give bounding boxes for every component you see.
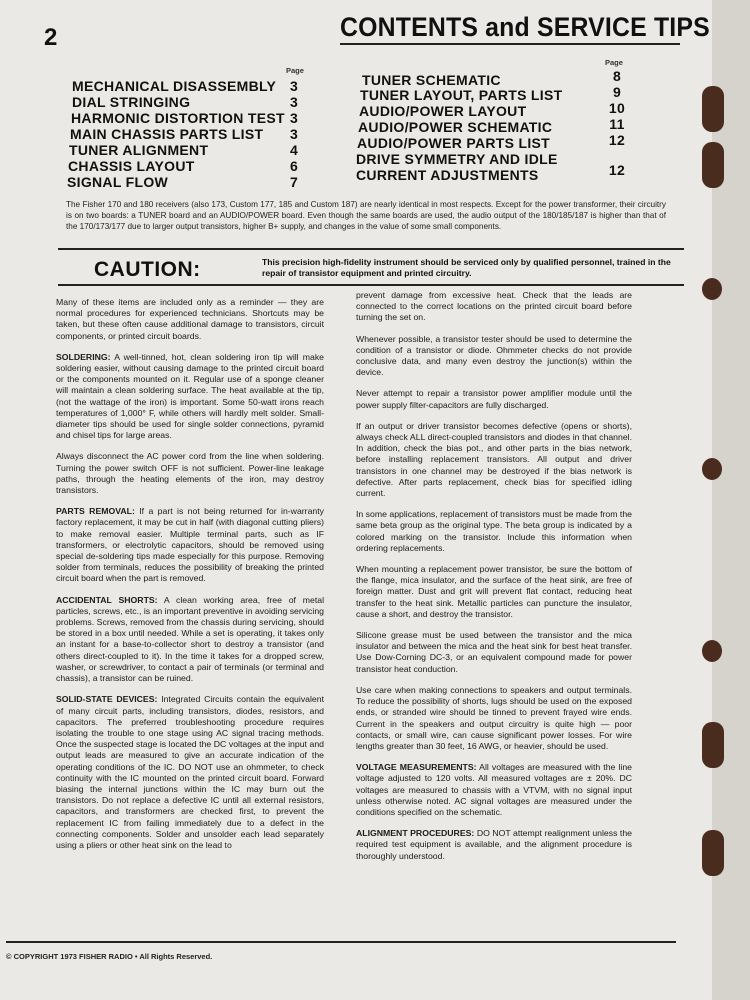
caution-text: This precision high-fidelity instrument should be serviced only by qualified personnel, trained in the repair of transistor equipment and printed circuitry. [262,257,671,278]
paragraph-text: Never attempt to repair a transistor power amplifier module until the power supply filter-capacitors are fully discharged. [356,388,632,410]
paragraph [56,595,324,685]
paragraph-text: DO NOT attempt realignment unless the required test equipment is available, and the alignment procedure is thoroughly understood. [356,828,632,861]
paragraph-heading: VOLTAGE MEASUREMENTS: [356,762,477,773]
paragraph [56,694,324,851]
paragraph [356,685,632,752]
paragraph [56,506,324,584]
toc-item-page: 7 [289,174,299,190]
paragraph-text: When mounting a replacement power transistor, be sure the bottom of the flange, mica insulator, and the surface of the heat sink, are free of foreign matter. Dust and grit will prevent flat contact, reducing heat transfer to the heat sink. Metallic particles can puncture the insulator, cause a short, and destroy the transistor. [356,564,632,619]
toc-item-page: 4 [289,142,299,158]
paragraph-text: If an output or driver transistor becomes defective (opens or shorts), always check ALL direct-coupled transistors and diodes in that channel. In addition, check the bias pot., and other parts in the bias network, before installing replacement transistors. All output and driver transistors in one channel may be destroyed if the bias network is defective. After parts replacement, check bias for specified idling current. [356,420,632,499]
toc-item-page: 11 [609,116,625,132]
right-column [356,290,632,872]
toc-page-header-right: Page [605,58,623,67]
toc-item-page: 12 [608,132,626,148]
paragraph-heading: ALIGNMENT PROCEDURES: [356,828,475,839]
toc-item: TUNER SCHEMATIC [362,72,501,88]
paragraph-text: Integrated Circuits contain the equivalent of many circuit parts, including transistors, diodes, resistors, and capacitors. The preferred troubleshooting procedure requires isolating the trouble to one stage using AC signal tracing methods. Once the suspected stage is located the DC voltages at the input and output leads are measured to give an accurate indication of the operating conditions of the IC. DO NOT use an ohmmeter, to check continuity with the IC mounted on the printed circuit board. Forward biasing the internal junctions within the IC may burn out the transistors. Do not replace a defective IC until all external resistors, capacitors, and transformers are checked first, to prevent the replacement IC from failing immediately due to a defect in the connecting components. Solder and unsolder each lead separately using a pliers or other heat sink on the lead to [56,694,324,850]
toc-item: TUNER LAYOUT, PARTS LIST [360,87,563,103]
paragraph [356,762,632,818]
toc-item-page: 10 [608,100,626,116]
toc-item-page: 3 [289,78,299,94]
paragraph [356,290,632,324]
intro-note: The Fisher 170 and 180 receivers (also 173, Custom 177, 185 and Custom 187) are nearly identical in most respects. Except for the power transformer, their circuitry is on two boards: a TUNER board and an AUDIO/POWER board. Even though the same boards are used, the audio output of the 180/185/187 is higher than that of the 170/173/177 due to larger output transistors, higher B+ supply, and changes in the value of some small components. [66,200,666,231]
paragraph-text: A clean working area, free of metal particles, screws, etc., is an important preventive in avoiding servicing problems. Screws, removed from the chassis during servicing, should be stored in a box until needed. While a set is operating, it takes only an instant for a base-to-collector short to destroy a transistor (and others direct-coupled to it). In the time it takes for a dropped screw, washer, or screwdriver, to contact a pair of terminals (or terminal and chassis), a transistor can be ruined. [56,594,324,684]
paragraph-text: If a part is not being returned for in-warranty factory replacement, it may be cut in half (with diagonal cutting pliers) to make removal easier. Multiple terminal parts, such as IF transformers, or electrolytic capacitors, should be removed using special de-soldering tips made especially for this purpose. Removing solder from terminals, reduces the possibility of breaking the printed circuit board when the part is removed. [56,506,324,584]
paragraph-text: Many of these items are included only as a reminder — they are normal procedures for experienced technicians. Shortcuts may be taken, but these often cause additional damage to transistors, circuit components, or printed circuit boards. [56,297,324,341]
caution-top-rule [58,248,684,250]
binder-hole [702,458,722,480]
toc-item: MAIN CHASSIS PARTS LIST [70,126,264,142]
toc-item: TUNER ALIGNMENT [69,142,209,158]
toc-item: AUDIO/POWER PARTS LIST [357,135,551,151]
paragraph [356,564,632,620]
toc-page-header-left: Page [286,66,304,75]
copyright: © COPYRIGHT 1973 FISHER RADIO • All Rights Reserved. [6,952,213,961]
toc-item-page: 3 [289,94,299,110]
toc-item: SIGNAL FLOW [67,174,169,190]
binder-hole [702,830,724,876]
toc-item-page: 8 [612,68,622,84]
toc-item: MECHANICAL DISASSEMBLY [72,78,277,94]
toc-item-page: 3 [289,110,299,126]
binder-hole [702,722,724,768]
paragraph [356,334,632,379]
paragraph-text: Always disconnect the AC power cord from the line when soldering. Turning the power switch OFF is not sufficient. Power-line leakage paths, through the heating elements of the iron, may destroy transistors. [56,451,324,496]
toc-item: AUDIO/POWER SCHEMATIC [358,119,553,135]
left-column [56,297,324,861]
paragraph [356,630,632,675]
paragraph-text: In some applications, replacement of transistors must be made from the same beta group as the original type. The beta group is indicated by a colored marking on the transistor. Include this information when ordering replacements. [356,509,632,553]
toc-item-page: 12 [608,162,626,178]
title-underline [340,43,680,45]
paragraph-heading: PARTS REMOVAL: [56,506,135,517]
toc-item-page: 3 [289,126,299,142]
caution-heading: CAUTION: [94,258,201,281]
paragraph-heading: SOLID-STATE DEVICES: [56,694,158,705]
paragraph [56,297,324,342]
paragraph [356,509,632,554]
paragraph-text: Use care when making connections to speakers and output terminals. To reduce the possibility of shorts, lugs should be used on the exposed ends, or stranded wire should be tinned to prevent frayed wire ends. Current in the speakers and output circuitry is quite high — poor contacts, or small wire, can cause significant power losses. For wire lengths greater than 30 feet, 16 AWG, or heavier, should be used. [356,684,632,751]
paragraph-text: Whenever possible, a transistor tester should be used to determine the condition of a transistor or diode. Ohmmeter checks do not provide conclusive data, and many even destroy the junction(s) within the device. [356,333,632,378]
toc-item: HARMONIC DISTORTION TEST [71,110,285,126]
paragraph [356,421,632,499]
toc-item: DRIVE SYMMETRY AND IDLE [356,151,558,167]
toc-item: CHASSIS LAYOUT [68,158,195,174]
binder-hole [702,278,722,300]
page-title: CONTENTS and SERVICE TIPS [340,12,710,42]
paragraph-text: Silicone grease must be used between the transistor and the mica insulator and between the mica and the heat sink for best heat transfer. Use Dow-Corning DC-3, or an equivalent compound made for power transistor heat conduction. [356,630,632,674]
toc-item: DIAL STRINGING [72,94,191,110]
toc-item-page: 9 [612,84,622,100]
paragraph-text: prevent damage from excessive heat. Check that the leads are connected to the correct locations on the printed circuit board before turning the set on. [356,290,632,323]
footer-rule [6,941,676,943]
binder-hole [702,86,724,132]
toc-item: CURRENT ADJUSTMENTS [356,167,539,183]
binder-hole [702,142,724,188]
caution-bottom-rule [58,284,684,286]
paragraph-text: A well-tinned, hot, clean soldering iron tip will make soldering easier, without causing damage to the printed circuit board or the components mounted on it. Regular use of a sponge cleaner will maintain a clean soldering surface. The heat available at the tip, (not the wattage of the iron) is important. Some 50-watt irons reach temperatures of 1,000° F, while others will hardly melt solder. Small-diameter tips should be used for single solder connections, pyramid and chisel tips for large areas. [56,351,324,441]
paragraph-heading: SOLDERING: [56,351,111,362]
paragraph-heading: ACCIDENTAL SHORTS: [56,594,158,605]
toc-item: AUDIO/POWER LAYOUT [359,103,527,119]
binder-hole [702,640,722,662]
paragraph [356,388,632,410]
toc-item-page: 6 [289,158,299,174]
paragraph [356,828,632,862]
paragraph [56,451,324,496]
paragraph-text: All voltages are measured with the line voltage adjusted to 120 volts. All measured voltages are ± 20%. DC voltages are measured to chassis with a VTVM, with no signal input unless otherwise noted. AC signal voltages are measured under the conditions specified on the schematic. [356,762,633,817]
paragraph [56,352,324,442]
page-number: 2 [44,24,58,51]
